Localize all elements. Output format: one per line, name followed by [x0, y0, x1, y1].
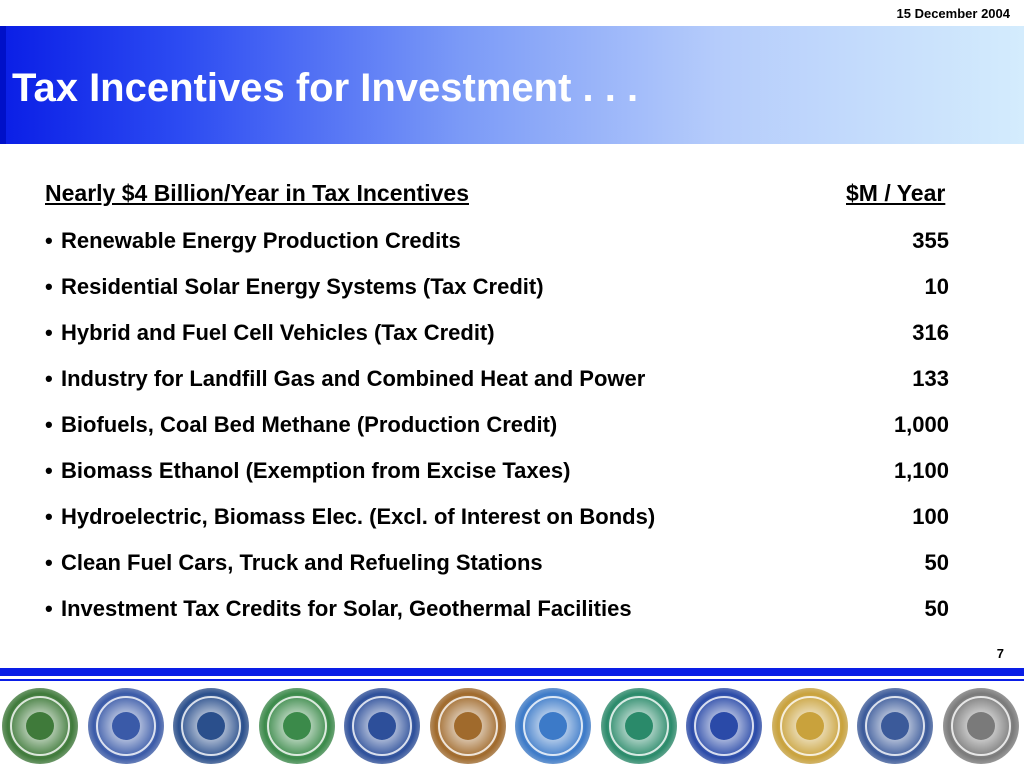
- bullet-icon: •: [45, 320, 53, 345]
- row-value: 316: [912, 320, 949, 345]
- table-row: [45, 504, 965, 534]
- table-row: [45, 228, 965, 258]
- epa-seal-icon: [601, 688, 677, 764]
- row-label: Industry for Landfill Gas and Combined Heat and Power: [61, 366, 646, 391]
- row-value: 50: [924, 550, 949, 575]
- bullet-icon: •: [45, 412, 53, 437]
- transportation-seal-icon: [515, 688, 591, 764]
- president-seal-icon: [943, 688, 1019, 764]
- row-value: 1,100: [893, 458, 949, 483]
- row-label: Residential Solar Energy Systems (Tax Credit): [61, 274, 544, 299]
- row-value: 100: [912, 504, 949, 529]
- page-number: 7: [996, 646, 1004, 661]
- row-label: Biofuels, Coal Bed Methane (Production Credit): [61, 412, 558, 437]
- table-row: [45, 412, 965, 442]
- bullet-icon: •: [45, 366, 53, 391]
- table-row: [45, 458, 965, 488]
- table-heading: Nearly $4 Billion/Year in Tax Incentives: [45, 180, 469, 206]
- row-value: 133: [912, 366, 949, 391]
- footer-rule-thick: [0, 668, 1024, 676]
- bullet-icon: •: [45, 504, 53, 529]
- agriculture-seal-icon: [2, 688, 78, 764]
- row-value: 355: [912, 228, 949, 253]
- nasa-seal-icon: [686, 688, 762, 764]
- table-row: [45, 366, 965, 396]
- hhs-seal-icon: [344, 688, 420, 764]
- row-label: Renewable Energy Production Credits: [61, 228, 461, 253]
- row-label: Biomass Ethanol (Exemption from Excise Taxes): [61, 458, 571, 483]
- table-row: [45, 320, 965, 350]
- bullet-icon: •: [45, 596, 53, 621]
- row-label: Hybrid and Fuel Cell Vehicles (Tax Credit): [61, 320, 495, 345]
- nsf-seal-icon: [772, 688, 848, 764]
- defense-seal-icon: [173, 688, 249, 764]
- row-value: 1,000: [893, 412, 949, 437]
- bullet-icon: •: [45, 274, 53, 299]
- row-value: 10: [924, 274, 949, 299]
- unit-heading: $M / Year: [846, 180, 946, 206]
- slide-date: 15 December 2004: [896, 6, 1010, 21]
- bullet-icon: •: [45, 458, 53, 483]
- table-row: [45, 596, 965, 626]
- table-row: [45, 274, 965, 304]
- row-label: Clean Fuel Cars, Truck and Refueling Stations: [61, 550, 543, 575]
- row-label: Investment Tax Credits for Solar, Geothermal Facilities: [61, 596, 632, 621]
- commerce-seal-icon: [88, 688, 164, 764]
- row-value: 50: [924, 596, 949, 621]
- bullet-icon: •: [45, 550, 53, 575]
- energy-seal-icon: [259, 688, 335, 764]
- footer-rule-thin: [0, 679, 1024, 681]
- slide-title: Tax Incentives for Investment . . .: [12, 66, 639, 110]
- bullet-icon: •: [45, 228, 53, 253]
- table-row: [45, 550, 965, 580]
- agency-seals: [0, 684, 1024, 768]
- state-seal-icon: [857, 688, 933, 764]
- row-label: Hydroelectric, Biomass Elec. (Excl. of Interest on Bonds): [61, 504, 656, 529]
- interior-seal-icon: [430, 688, 506, 764]
